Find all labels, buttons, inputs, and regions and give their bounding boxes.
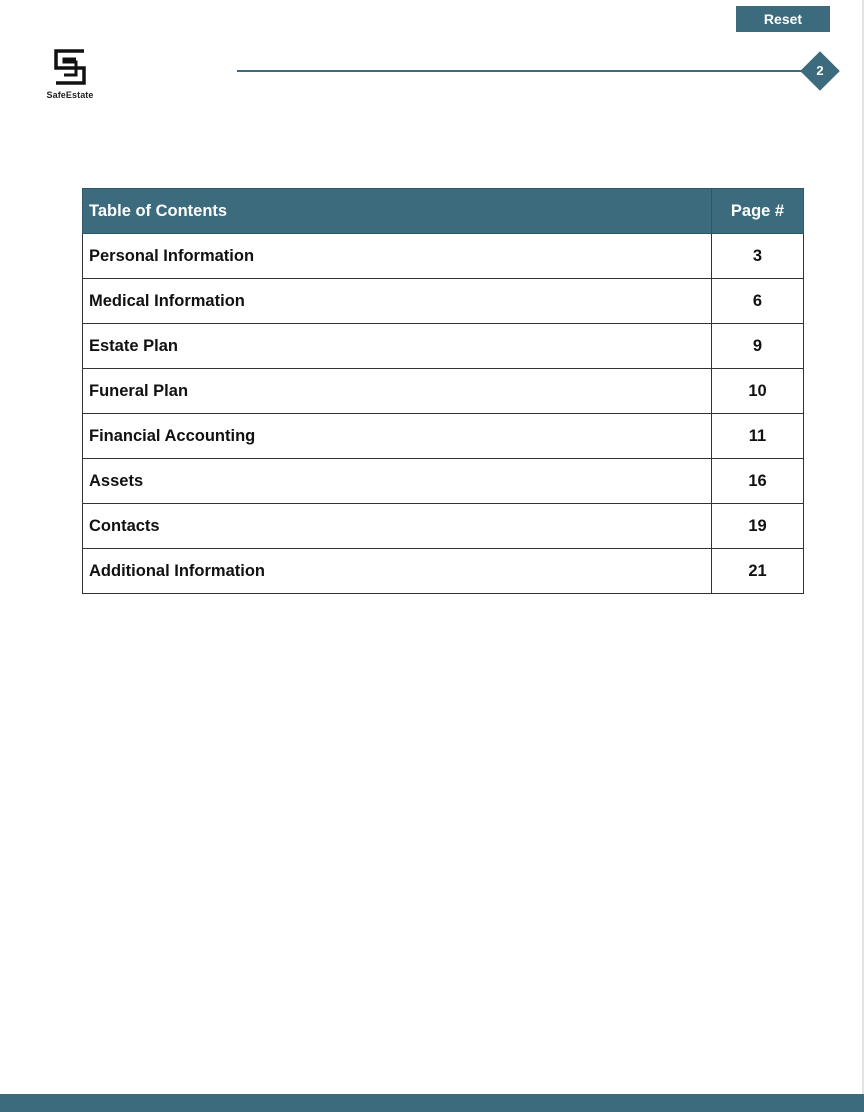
- row-page: 3: [712, 234, 804, 279]
- row-label: Estate Plan: [83, 324, 712, 369]
- table-row: [83, 234, 804, 279]
- row-page: 6: [712, 279, 804, 324]
- table-header-row: [83, 189, 804, 234]
- row-page: 16: [712, 459, 804, 504]
- row-label: Funeral Plan: [83, 369, 712, 414]
- reset-button[interactable]: Reset: [736, 6, 830, 32]
- safeestate-logo-icon: [52, 48, 88, 86]
- row-page: 11: [712, 414, 804, 459]
- row-label: Financial Accounting: [83, 414, 712, 459]
- table-row: [83, 459, 804, 504]
- row-page: 9: [712, 324, 804, 369]
- footer-bar: [0, 1094, 864, 1112]
- brand-logo: [38, 48, 102, 104]
- table-row: [83, 369, 804, 414]
- page-number: 2: [816, 63, 824, 78]
- row-page: 21: [712, 549, 804, 594]
- table-row: [83, 324, 804, 369]
- row-label: Contacts: [83, 504, 712, 549]
- table-row: [83, 279, 804, 324]
- table-row: [83, 549, 804, 594]
- table-row: [83, 504, 804, 549]
- header-divider: [237, 70, 809, 72]
- row-page: 19: [712, 504, 804, 549]
- header-page: Page #: [712, 189, 804, 234]
- row-page: 10: [712, 369, 804, 414]
- brand-name: SafeEstate: [46, 90, 94, 100]
- header-section: Table of Contents: [83, 189, 712, 234]
- row-label: Personal Information: [83, 234, 712, 279]
- table-row: [83, 414, 804, 459]
- table-of-contents: [82, 188, 804, 594]
- row-label: Medical Information: [83, 279, 712, 324]
- row-label: Assets: [83, 459, 712, 504]
- row-label: Additional Information: [83, 549, 712, 594]
